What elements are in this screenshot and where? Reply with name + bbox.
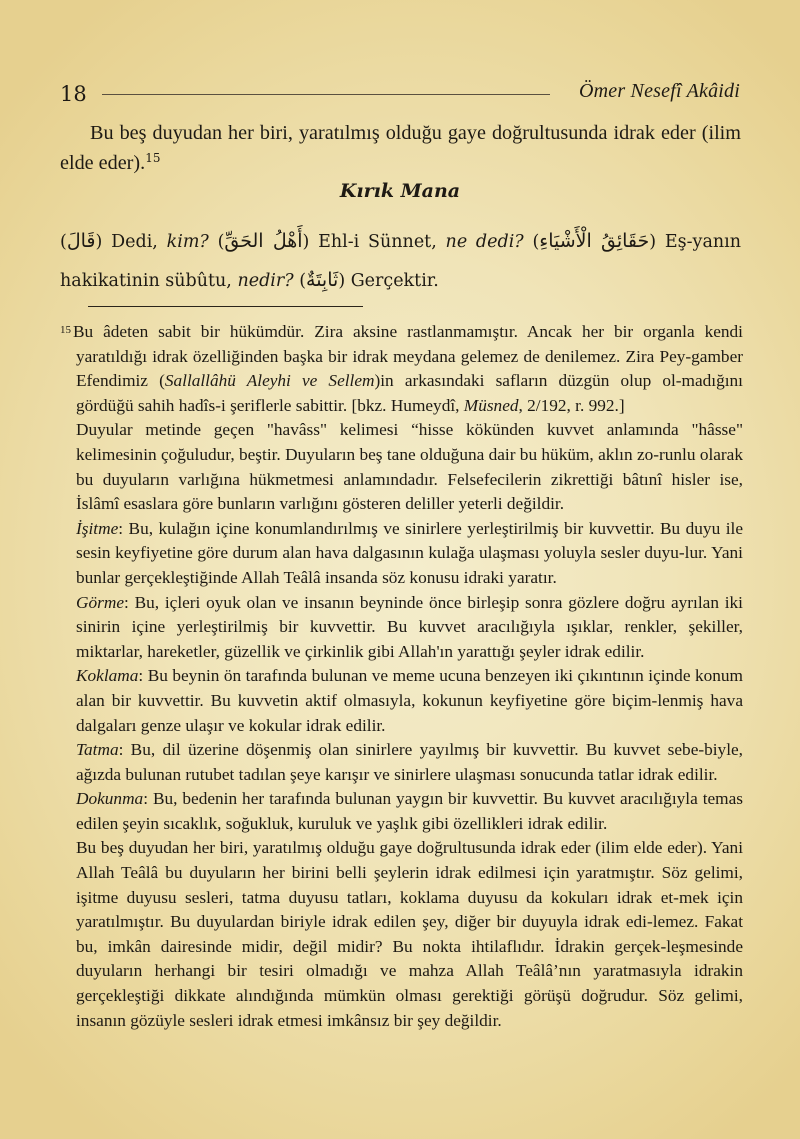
footnote-reference[interactable]: 15: [145, 151, 161, 165]
citation-title: Müsned: [463, 395, 519, 415]
sense-text: : Bu, bedenin her tarafında bulunan yaygın bir kuvvettir. Bu kuvvet aracılığıyla temas edilen şeyin sıcaklık, soğukluk, kuruluk ve yaşlık gibi özellikleri idrak edilir.: [76, 789, 743, 833]
sense-paragraph-smell: [60, 664, 743, 738]
kirik-mana-paragraph: (قَالَ) Dedi, kim? (أَهْلُ الحَقِّ) Ehl-i Sünnet, ne dedi? (حَقَائِقُ الْأَشْيَاءِ) Eş-yanın hakikatinin sübûtu, nedir? (ثَابِتَةٌ) Gerçektir.: [60, 230, 742, 291]
arabic-phrase: قَالَ: [66, 230, 96, 252]
sense-paragraph-sight: [60, 591, 743, 665]
footnote-text: Bu âdeten sabit bir hükümdür. Zira aksine rastlanmamıştır. Ancak her bir organla kendi yaratıldığı idrak özelliğinden başka bir idrak meydana gelemez de denilemez. Zira Pey-gamber Efendimiz (: [73, 322, 743, 391]
sense-term: Koklama: [76, 666, 139, 686]
translation-text: Dedi,: [102, 232, 167, 252]
arabic-phrase: أَهْلُ الحَقِّ: [224, 230, 303, 252]
footnote-paragraph: [60, 320, 743, 418]
footnotes: [60, 320, 743, 1033]
footnote-text: , 2/192, r. 992.]: [518, 395, 625, 415]
translation-text: Ehl-i Sünnet,: [309, 232, 446, 252]
arabic-phrase: ثَابِتَةٌ: [306, 269, 339, 291]
footnote-number: 15: [60, 324, 71, 336]
page-header: [60, 80, 740, 110]
footnote-italic: Sallallâhü Aleyhi ve Sellem: [164, 371, 375, 391]
sense-paragraph-taste: [60, 738, 743, 787]
running-title: Ömer Nesefî Akâidi: [579, 80, 740, 102]
sense-text: : Bu, kulağın içine konumlandırılmış ve sinirlere yerleştirilmiş bir kuvvettir. Bu duyu ile sesin keyfiyetine göre durum alan hava dalgasının kulağa ulaşması yoluyla sesler duyu-lur. Yani bunlar gerçekleştiğinde Allah Teâlâ insanda söz konusu idraki yaratır.: [76, 518, 743, 587]
sense-text: : Bu, içleri oyuk olan ve insanın beyninde önce birleşip sonra gözlere doğru ayrılan iki sinirin içine yerleştirilmiş bir kuvvettir. Bu kuvvet aracılığıyla ışıklar, renkler, şekiller, miktarlar, hareketler, güzellik ve çirkinlik gibi Allah'ın yarattığı şeyler idrak edilir.: [76, 592, 743, 661]
section-title: Kırık Mana: [339, 180, 461, 202]
question-text: ne dedi?: [445, 232, 524, 252]
kirik-mana-text: [60, 222, 741, 300]
sense-text: : Bu beynin ön tarafında bulunan ve meme ucuna benzeyen iki çıkıntının içinde konum alan bir kuvvettir. Bu kuvvetin aktif olmasıyla, kokunun keyfiyetine göre biçim-lenmiş hava dalgaları genze ulaşır ve kokular idrak edilir.: [76, 666, 743, 735]
main-paragraph-text: Bu beş duyudan her biri, yaratılmış olduğu gaye doğrultusunda idrak eder (ilim elde eder).: [60, 122, 741, 174]
arabic-phrase: حَقَائِقُ الْأَشْيَاءِ: [539, 230, 650, 252]
question-text: nedir?: [237, 271, 294, 291]
sense-term: İşitme: [76, 518, 119, 538]
main-paragraph: [60, 118, 741, 178]
translation-text: Eş-yanın hakikatinin sübûtu,: [60, 232, 742, 291]
main-text: [60, 118, 741, 178]
footnote-text: )in arkasındaki safların düzgün olup ol-madığını gördüğü sahih hadîs-i şeriflerle sabittir. [bkz. Humeydî,: [76, 371, 743, 415]
sense-term: Tatma: [76, 740, 119, 760]
footnote-paragraph: Bu beş duyudan her biri, yaratılmış olduğu gaye doğrultusunda idrak eder (ilim elde eder). Yani Allah Teâlâ bu duyuların her birini belli şeylerin idrak edilmesi için yaratmıştır. Söz gelimi, işitme duyusu sesleri, tatma duyusu tatları, koklama duyusu da kokuları idrak et-mek için yaratılmıştır. Bu duyulardan biriyle idrak edilen şey, diğer bir duyuyla idrak edi-lemez. Fakat bu, imkân dairesinde midir, değil midir? Bu nokta ihtilaflıdır. İdrakin gerçek-leşmesinde duyuların herhangi bir tesiri olmadığı ve mahza Allah Teâlâ’nın yaratmasıyla idrakin gerçekleştiği dikkate alındığında mümkün olması gerektiği görüşü doğrudur. Söz gelimi, insanın gözüyle sesleri idrak etmesi imkânsız bir şey değildir.: [76, 838, 743, 1030]
footnote-paragraph: Duyular metinde geçen "havâss" kelimesi “hisse kökünden kuvvet anlamında "hâsse" kelimesinin çoğuludur, beştir. Duyuların beş tane olduğuna dair bu hüküm, aklın zo-runlu olarak bu duyuların varlığına hükmetmesi anlamındadır. Felsefecilerin zikrettiği bâtınî hisler ise, İslâmî esaslara göre bunların varlığını gösteren deliller yeterli değildir.: [76, 420, 743, 514]
question-text: kim?: [166, 232, 209, 252]
sense-text: : Bu, dil üzerine döşenmiş olan sinirlere yayılmış bir kuvvettir. Bu kuvvet sebe-biyle, ağızda bulunan rutubet tadılan şeye karışır ve sinirlere ulaşması sonucunda tatlar idrak edilir.: [76, 740, 743, 784]
translation-text: Gerçektir.: [345, 271, 439, 291]
sense-paragraph-hearing: [60, 517, 743, 591]
sense-term: Görme: [76, 592, 124, 612]
sense-paragraph-touch: [60, 787, 743, 836]
page-number: 18: [60, 82, 87, 106]
footnote-separator: [88, 306, 363, 307]
header-rule: [102, 94, 550, 95]
sense-term: Dokunma: [76, 789, 144, 809]
